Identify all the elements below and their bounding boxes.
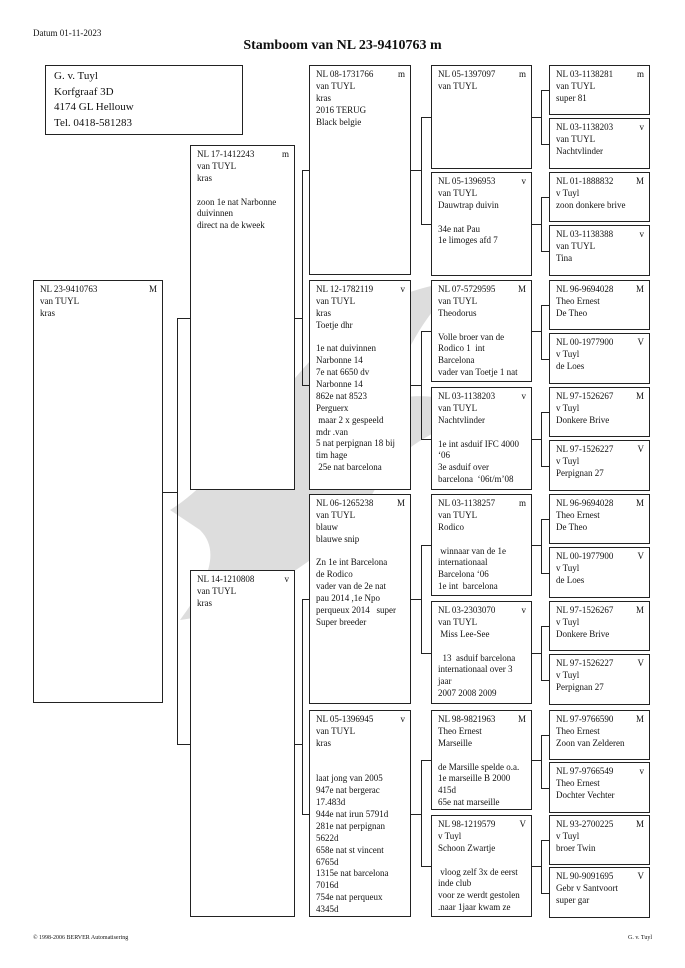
connector-line [421,117,422,224]
connector-line [532,545,541,546]
sex-marker: v [521,605,526,615]
bird-info-line: Narbonne 14 [316,355,363,366]
bird-info-line: Schoon Zwartje [438,842,496,853]
pedigree-box-ff [309,65,411,275]
sex-marker: M [635,498,644,508]
connector-line [532,117,541,118]
bird-info-line: Perguerx [316,402,349,413]
bird-info-line: kras [40,307,55,318]
connector-line [421,331,431,332]
pedigree-box-fff [431,65,532,169]
bird-info-line: 7e nat 6650 dv [316,367,370,378]
bird-info-line: Theo Ernest [556,777,600,788]
bird-info-line: van TUYL [197,585,237,596]
sex-marker: V [519,819,526,829]
bird-info-line: v Tuyl [556,562,580,573]
bird-info-line: Rodico [438,521,464,532]
bird-info-line [438,427,526,439]
connector-line [302,814,309,815]
bird-info-line: Theo Ernest [556,509,600,520]
ring-number: NL 07-5729595 [438,284,496,294]
bird-info-line: ‘06 [438,450,450,461]
bird-info-line [316,332,405,344]
connector-line [541,788,549,789]
ring-number: NL 14-1210808 [197,574,255,584]
bird-info-line: super gar [556,894,590,905]
bird-info-line: maar 2 x gespeeld [316,414,384,425]
sex-marker: m [397,69,405,79]
sex-marker: v [639,229,644,239]
bird-info-line: 5622d [316,832,339,843]
connector-line [177,318,178,744]
bird-info-line: Gebr v Santvoort [556,882,618,893]
sex-marker: v [639,766,644,776]
bird-info-line: 1e int asduif IFC 4000 [438,438,519,449]
bird-info-line: 17.483d [316,797,346,808]
connector-line [421,439,431,440]
sex-marker: V [637,337,644,347]
ring-number: NL 03-1138203 [438,391,496,401]
bird-info-line: Toetje dhr [316,319,353,330]
bird-info-line: van TUYL [316,80,356,91]
connector-line [177,318,190,319]
sex-marker: M [635,391,644,401]
sex-marker: V [637,444,644,454]
pedigree-box-g9 [549,494,650,544]
connector-line [177,744,190,745]
connector-line [163,492,177,493]
bird-info-line: Theo Ernest [556,725,600,736]
connector-line [541,305,542,359]
connector-line [295,744,302,745]
bird-info-line: 13 asduif barcelona [438,652,516,663]
ring-number: NL 05-1396953 [438,176,496,186]
sex-marker: v [521,391,526,401]
bird-info-line: Narbonne 14 [316,379,363,389]
ring-number: NL 08-1731766 [316,69,374,79]
sex-marker: M [635,605,644,615]
bird-info-line: van TUYL [316,509,356,520]
bird-info-line: voor ze werdt gestolen [438,890,520,901]
bird-info-line: 34e nat Pau [438,223,480,234]
bird-info-line: internationaal [438,557,488,568]
connector-line [541,735,542,788]
bird-info-line: barcelona ‘06t/m’08 [438,474,514,485]
ring-number: NL 97-1526227 [556,444,614,454]
bird-info-line: v Tuyl [556,616,580,627]
bird-info-line: Donkere Brive [556,414,610,425]
bird-info-line [316,546,405,558]
connector-line [541,359,549,360]
pedigree-box-g16 [549,867,650,918]
bird-info-line: v Tuyl [556,348,580,359]
pedigree-box-g13 [549,710,650,760]
ring-number: NL 01-1888832 [556,176,614,186]
bird-info-line: Marseille [438,737,472,748]
footer-copyright: © 1998-2006 BERVER Automatisering [33,935,129,941]
bird-info-line: van TUYL [438,295,478,306]
bird-info-line: vloog zelf 3x de eerst [438,866,518,877]
bird-info-line: van TUYL [556,80,596,91]
pedigree-box-g10 [549,547,650,598]
bird-info-line: 1e int barcelona [438,581,498,592]
pedigree-box-g4 [549,225,650,276]
ring-number: NL 03-1138203 [556,122,614,132]
sex-marker: v [521,176,526,186]
bird-info-line: Volle broer van de [438,331,505,342]
owner-name: G. v. Tuyl [54,70,98,82]
ring-number: NL 05-1397097 [438,69,496,79]
connector-line [421,545,422,653]
connector-line [411,170,421,171]
bird-info-line: Donkere Brive [556,628,610,639]
connector-line [541,840,549,841]
bird-info-line: .naar 1jaar kwam ze [438,902,511,913]
bird-info-line: inde club [438,878,472,889]
ring-number: NL 98-9821963 [438,714,496,724]
sex-marker: M [635,714,644,724]
bird-info-line: Theodorus [438,307,477,318]
bird-info-line: duivinnen [197,208,233,219]
ring-number: NL 98-1219579 [438,819,496,829]
pedigree-box-subject [33,280,163,703]
ring-number: NL 96-9694028 [556,498,614,508]
bird-info-line: van TUYL [40,295,80,306]
bird-info-line: Nachtvlinder [438,414,485,425]
connector-line [541,893,549,894]
bird-info-line: de Loes [556,360,585,371]
connector-line [541,680,549,681]
pedigree-box-mff [431,494,532,596]
bird-info-line: Zoon van Zelderen [556,737,625,748]
bird-info-line: 3e asduif over [438,462,489,473]
bird-info-line: 2016 TERUG [316,104,367,115]
bird-info-line: 65e nat marseille [438,797,500,808]
ring-number: NL 97-1526227 [556,658,614,668]
bird-info-line: Miss Lee-See [438,628,490,639]
connector-line [411,814,421,815]
pedigree-box-g15 [549,815,650,865]
bird-info-line: 947e nat bergerac [316,785,380,796]
bird-info-line: Rodico 1 int [438,343,485,354]
sex-marker: m [636,69,644,79]
connector-line [532,331,541,332]
ring-number: NL 97-1526267 [556,391,614,401]
bird-info-line: zoon 1e nat Narbonne [197,196,277,207]
connector-line [541,840,542,893]
pedigree-box-fmm [431,387,532,490]
connector-line [411,599,421,600]
connector-line [532,224,541,225]
bird-info-line: van TUYL [556,133,596,144]
connector-line [541,90,542,144]
connector-line [421,760,431,761]
bird-info-line: direct na de kweek [197,220,265,231]
pedigree-box-fm [309,280,411,490]
bird-info-line: 415d [438,785,456,796]
bird-info-line: De Theo [556,307,588,318]
bird-info-line: v Tuyl [556,187,580,198]
connector-line [421,866,431,867]
connector-line [541,305,549,306]
connector-line [541,466,549,467]
bird-info-line [438,534,526,546]
bird-info-line: Barcelona [438,355,475,366]
pedigree-box-father [190,145,295,490]
bird-info-line: 1e nat duivinnen [316,343,376,354]
pedigree-box-mother [190,570,295,917]
bird-info-line: 7016d [316,880,339,891]
connector-line [421,224,431,225]
connector-line [541,573,549,574]
footer-owner: G. v. Tuyl [628,935,652,941]
bird-info-line: 1e limoges afd 7 [438,235,498,246]
bird-info-line [438,855,526,867]
bird-info-line: Dochter Vechter [556,789,615,800]
bird-info-line: broer Twin [556,842,596,853]
bird-info-line: 754e nat perqueux [316,892,383,903]
ring-number: NL 03-1138281 [556,69,614,79]
bird-info-line: 5 nat perpignan 18 bij [316,438,395,449]
connector-line [302,385,309,386]
ring-number: NL 03-1138388 [556,229,614,239]
connector-line [295,318,302,319]
bird-info-line: perqueux 2014 super [316,604,396,615]
sex-marker: v [639,122,644,132]
ring-number: NL 93-2700225 [556,819,614,829]
pedigree-box-g8 [549,440,650,491]
bird-info-line: laat jong van 2005 [316,773,383,784]
bird-info-line [438,641,526,653]
ring-number: NL 03-1138257 [438,498,496,508]
bird-info-line: kras [197,597,212,608]
bird-info-line: v Tuyl [556,402,580,413]
bird-info-line: van TUYL [438,80,478,91]
connector-line [541,412,549,413]
bird-info-line: Theo Ernest [438,725,482,736]
connector-line [541,197,542,251]
connector-line [541,626,549,627]
bird-info-line: kras [316,307,331,318]
ring-number: NL 03-2303070 [438,605,496,615]
bird-info-line [316,750,405,762]
bird-info-line: blauw [316,521,338,532]
pedigree-box-mf [309,494,411,704]
bird-info-line [316,762,405,774]
connector-line [532,760,541,761]
bird-info-line: 862e nat 8523 [316,390,367,401]
ring-number: NL 90-9091695 [556,871,614,881]
connector-line [421,117,431,118]
bird-info-line: van TUYL [556,240,596,251]
connector-line [541,412,542,466]
sex-marker: v [284,574,289,584]
pedigree-box-fmf [431,280,532,382]
pedigree-box-mfm [431,601,532,704]
bird-info-line: Zn 1e int Barcelona [316,557,388,568]
connector-line [541,197,549,198]
bird-info-line: van TUYL [438,509,478,520]
owner-street: Korfgraaf 3D [54,85,114,98]
ring-number: NL 05-1396945 [316,714,374,724]
print-date: Datum 01-11-2023 [33,28,102,38]
connector-line [541,519,542,573]
connector-line [532,866,541,867]
bird-info-line: van TUYL [438,616,478,627]
bird-info-line: De Theo [556,521,588,532]
bird-info-line: Theo Ernest [556,295,600,306]
connector-line [302,599,303,814]
bird-info-line: 6765d [316,856,339,867]
bird-info-line: 944e nat irun 5791d [316,809,389,819]
owner-address [45,65,243,135]
bird-info-line: super 81 [556,92,587,103]
connector-line [541,519,549,520]
bird-info-line: zoon donkere brive [556,199,626,210]
pedigree-box-g3 [549,172,650,222]
sex-marker: v [400,714,405,724]
bird-info-line: winnaar van de 1e [438,545,506,556]
bird-info-line: van TUYL [438,187,478,198]
ring-number: NL 97-1526267 [556,605,614,615]
bird-info-line: v Tuyl [556,455,580,466]
connector-line [541,626,542,680]
sex-marker: v [400,284,405,294]
ring-number: NL 97-9766549 [556,766,614,776]
owner-city: 4174 GL Hellouw [54,101,134,114]
bird-info-line [438,320,526,332]
sex-marker: M [396,498,405,508]
sex-marker: V [637,551,644,561]
connector-line [302,599,309,600]
connector-line [302,170,309,171]
pedigree-box-g6 [549,333,650,384]
bird-info-line: v Tuyl [556,669,580,680]
bird-info-line: blauwe snip [316,533,360,544]
bird-info-line: jaar [438,676,452,687]
bird-info-line: 1e marseille B 2000 [438,773,511,784]
bird-info-line: Perpignan 27 [556,681,604,692]
bird-info-line: de Marsille spelde o.a. [438,761,520,772]
ring-number: NL 06-1265238 [316,498,374,508]
connector-line [421,760,422,866]
pedigree-box-g1 [549,65,650,115]
ring-number: NL 00-1977900 [556,551,614,561]
sex-marker: M [148,284,157,294]
bird-info-line: 658e nat st vincent [316,844,384,855]
connector-line [541,251,549,252]
pedigree-box-mmm [431,815,532,917]
pedigree-box-g2 [549,118,650,169]
pedigree-box-ffm [431,172,532,276]
bird-info-line: Nachtvlinder [556,145,603,156]
bird-info-line: kras [316,92,331,103]
bird-info-line: v Tuyl [438,830,462,841]
bird-info-line: de Rodico [316,569,353,580]
sex-marker: M [635,176,644,186]
sex-marker: m [518,69,526,79]
bird-info-line: vader van de 2e nat [316,581,386,592]
bird-info-line: van TUYL [197,160,237,171]
bird-info-line: Perpignan 27 [556,467,604,478]
pedigree-box-mmf [431,710,532,810]
sex-marker: M [635,284,644,294]
bird-info-line: van TUYL [316,725,356,736]
bird-info-line: 25e nat barcelona [316,462,382,473]
ring-number: NL 96-9694028 [556,284,614,294]
connector-line [421,653,431,654]
bird-info-line [438,212,526,224]
connector-line [532,653,541,654]
bird-info-line: Super breeder [316,616,367,627]
connector-line [421,331,422,439]
bird-info-line: v Tuyl [556,830,580,841]
connector-line [532,439,541,440]
bird-info-line: 4345d [316,904,339,914]
bird-info-line: pau 2014 ,1e Npo [316,593,380,603]
bird-info-line: 2007 2008 2009 [438,688,497,699]
page-title: Stamboom van NL 23-9410763 m [243,38,442,53]
bird-info-line: van TUYL [438,402,478,413]
bird-info-line: Black belgie [316,116,362,127]
bird-info-line: mdr .van [316,426,348,437]
ring-number: NL 00-1977900 [556,337,614,347]
sex-marker: m [281,149,289,159]
sex-marker: V [637,658,644,668]
bird-info-line: van TUYL [316,295,356,306]
connector-line [541,144,549,145]
bird-info-line: 1315e nat barcelona [316,868,389,879]
bird-info-line: 281e nat perpignan [316,820,385,831]
sex-marker: M [517,714,526,724]
ring-number: NL 97-9766590 [556,714,614,724]
sex-marker: M [517,284,526,294]
connector-line [411,385,421,386]
bird-info-line: de Loes [556,574,585,585]
pedigree-box-g11 [549,601,650,651]
pedigree-box-g14 [549,762,650,813]
bird-info-line: Dauwtrap duivin [438,199,499,210]
bird-info-line [438,750,526,762]
bird-info-line: internationaal over 3 [438,664,513,675]
pedigree-box-g7 [549,387,650,437]
ring-number: NL 12-1782119 [316,284,374,294]
bird-info-line: tim hage [316,450,348,461]
pedigree-box-mm [309,710,411,917]
connector-line [421,545,431,546]
bird-info-line: kras [316,737,331,748]
ring-number: NL 23-9410763 [40,284,98,294]
bird-info-line: Barcelona ‘06 [438,569,489,580]
pedigree-box-g12 [549,654,650,705]
ring-number: NL 17-1412243 [197,149,255,159]
connector-line [541,90,549,91]
owner-phone: Tel. 0418-581283 [54,116,133,129]
pedigree-box-g5 [549,280,650,330]
bird-info-line: Tina [556,252,573,263]
sex-marker: M [635,819,644,829]
bird-info-line: kras [197,172,212,183]
sex-marker: m [518,498,526,508]
connector-line [541,735,549,736]
sex-marker: V [637,871,644,881]
connector-line [302,170,303,385]
bird-info-line: vader van Toetje 1 nat [438,367,518,378]
bird-info-line [197,185,289,197]
